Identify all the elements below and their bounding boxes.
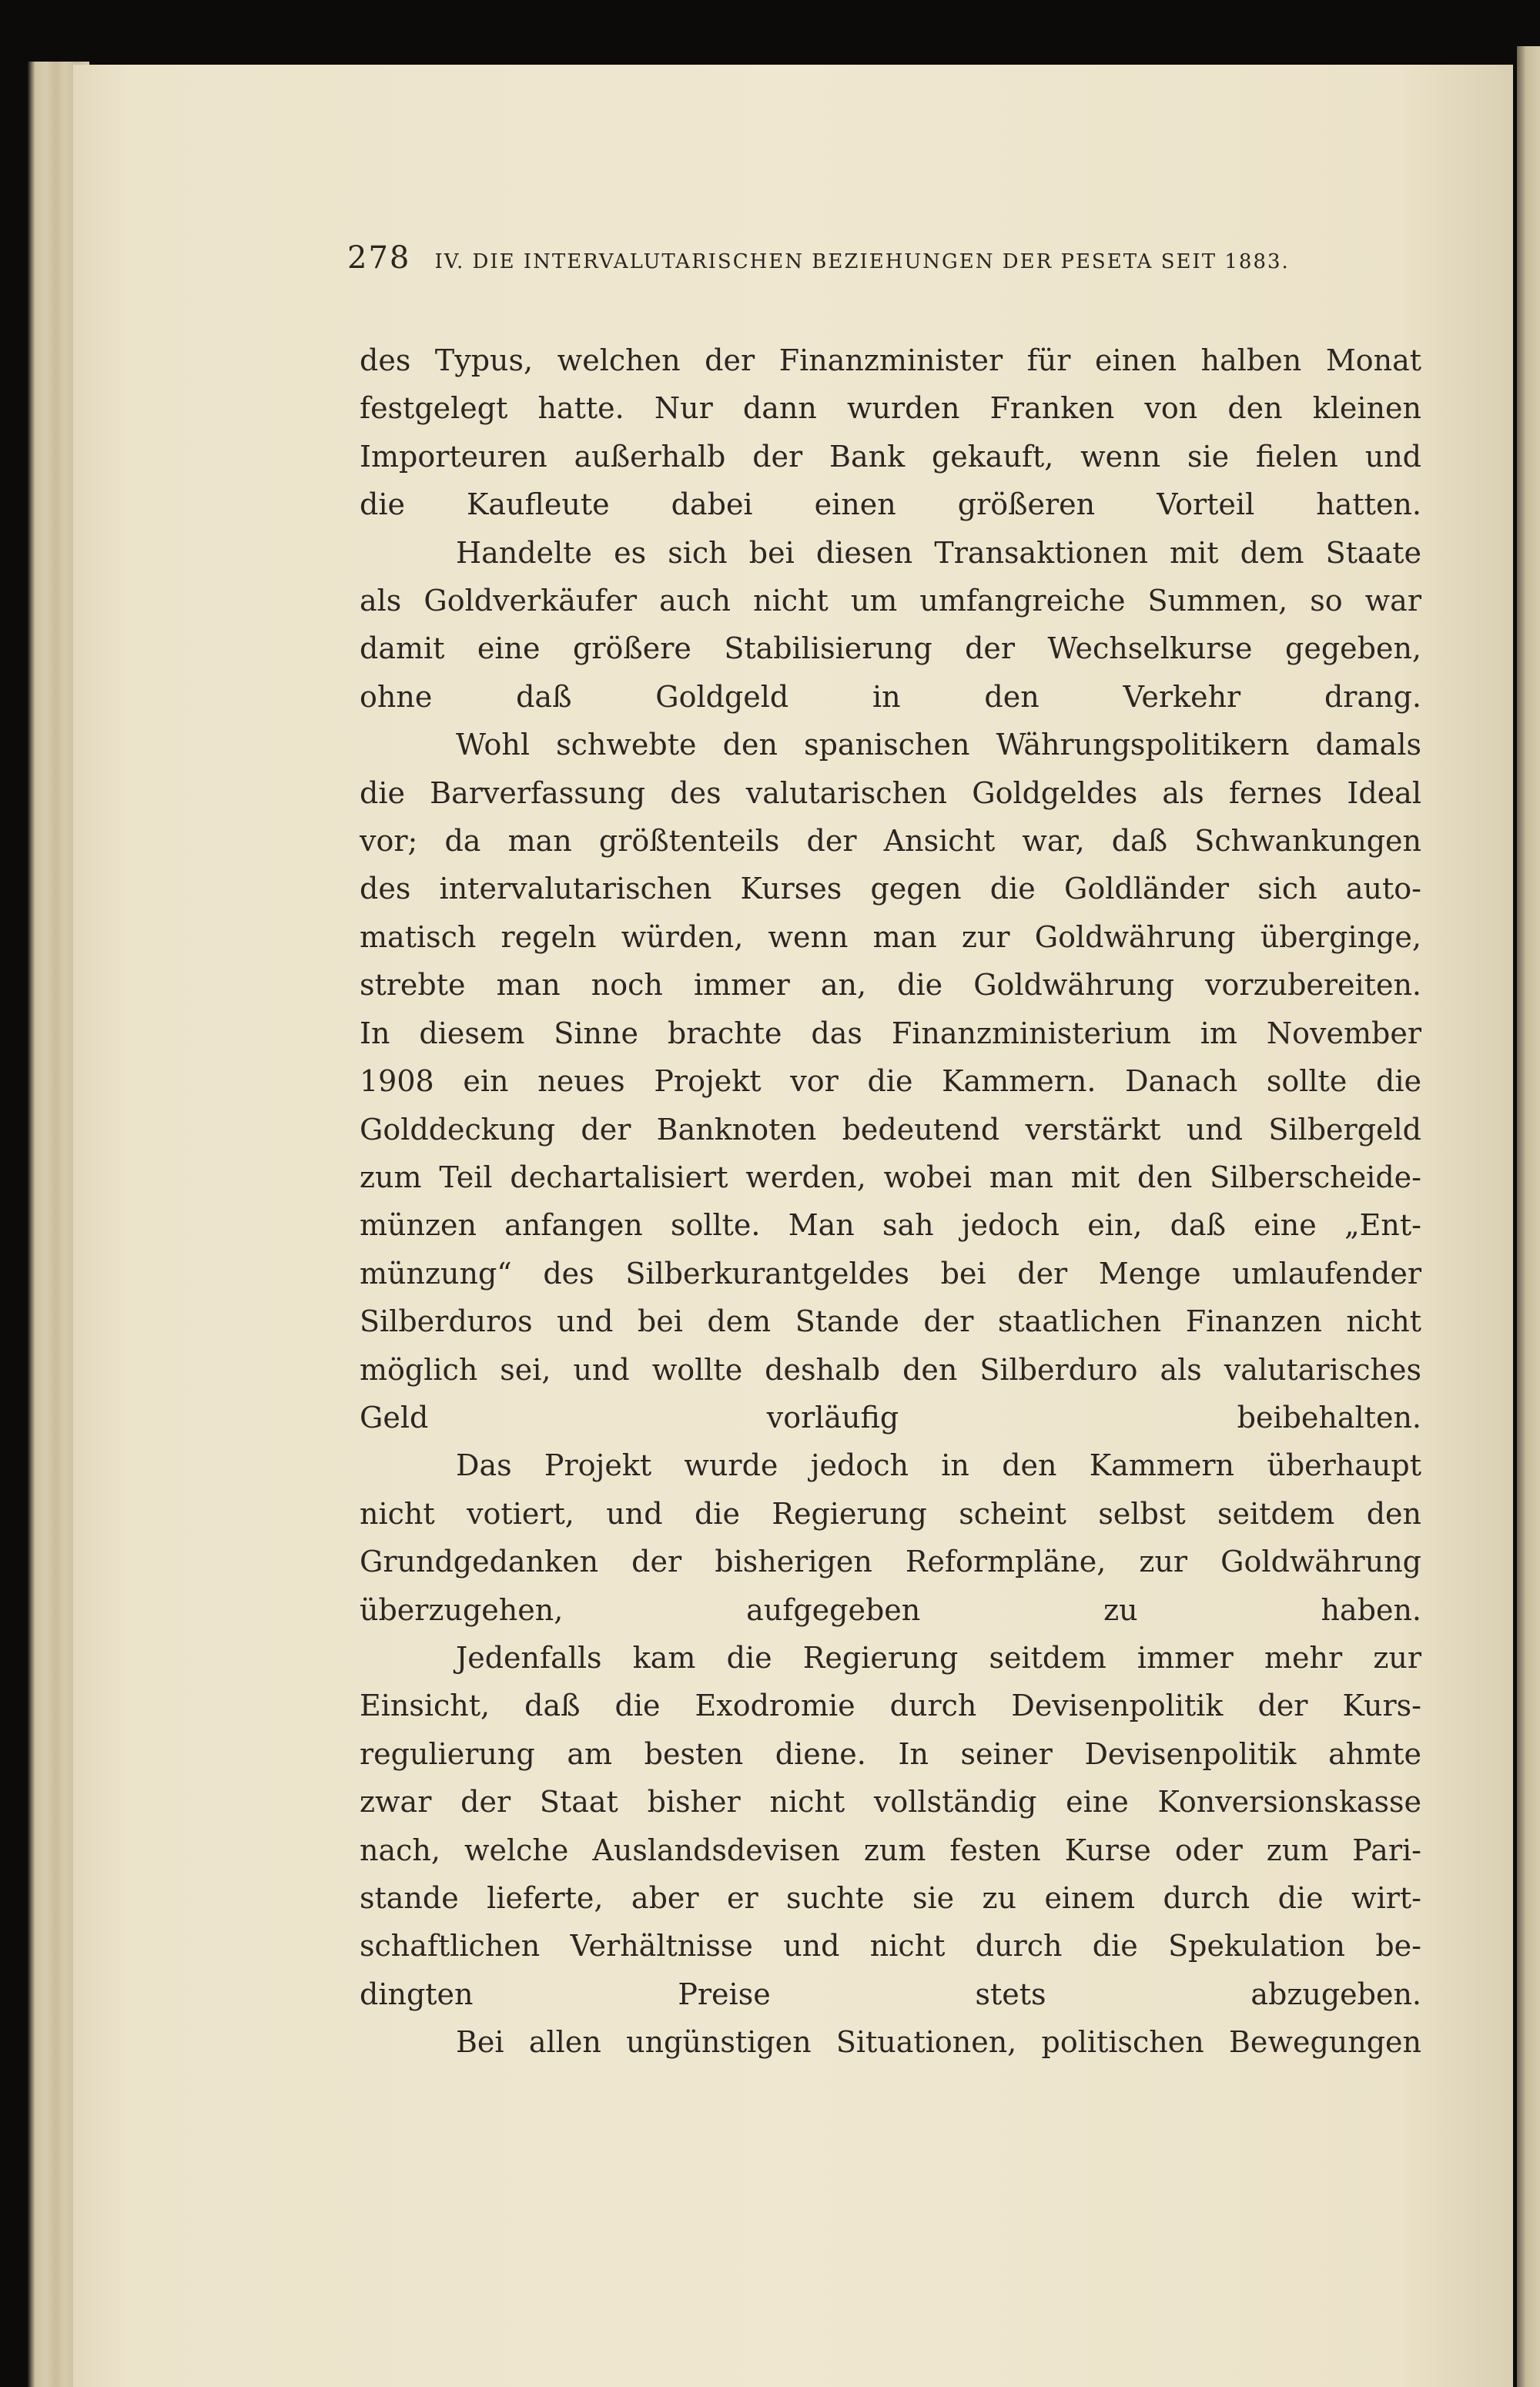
text-line: des intervalutarischen Kurses gegen die Goldländer sich auto- (360, 872, 1421, 906)
text-line: Einsicht, daß die Exodromie durch Devisenpolitik der Kurs- (360, 1689, 1421, 1723)
text-line: 1908 ein neues Projekt vor die Kammern. Danach sollte die (360, 1064, 1421, 1099)
text-line: Wohl schwebte den spanischen Währungspolitikern damals (456, 728, 1421, 762)
text-line: nach, welche Auslandsdevisen zum festen Kurse oder zum Pari- (360, 1833, 1421, 1867)
paragraph (360, 1441, 1421, 1634)
text-line: münzung“ des Silberkurantgeldes bei der Menge umlaufender (360, 1256, 1421, 1291)
text-line: überzugehen, aufgegeben zu haben. (360, 1592, 1421, 1627)
text-line: Handelte es sich bei diesen Transaktionen mit dem Staate (456, 535, 1421, 570)
text-line: münzen anfangen sollte. Man sah jedoch ein, daß eine „Ent- (360, 1208, 1421, 1243)
page-number: 278 (347, 240, 411, 276)
text-line: Jedenfalls kam die Regierung seitdem immer mehr zur (456, 1640, 1421, 1675)
text-line: vor; da man größtenteils der Ansicht war, daß Schwankungen (360, 824, 1421, 859)
running-header (347, 240, 1441, 283)
text-line: Importeuren außerhalb der Bank gekauft, wenn sie fielen und (360, 439, 1421, 474)
paragraph (360, 2018, 1421, 2066)
paragraph (360, 1634, 1421, 2018)
paragraph (360, 336, 1421, 529)
text-line: die Barverfassung des valutarischen Goldgeldes als fernes Ideal (360, 775, 1421, 810)
text-line: dingten Preise stets abzugeben. (360, 1977, 1421, 2011)
text-line: schaftlichen Verhältnisse und nicht durch die Spekulation be- (360, 1929, 1421, 1964)
text-line: Das Projekt wurde jedoch in den Kammern überhaupt (456, 1448, 1421, 1483)
paragraph (360, 529, 1421, 721)
text-line: Golddeckung der Banknoten bedeutend verstärkt und Silbergeld (360, 1112, 1421, 1147)
text-line: Geld vorläufig beibehalten. (360, 1400, 1421, 1435)
paragraph (360, 721, 1421, 1441)
text-line: als Goldverkäufer auch nicht um umfangreiche Summen, so war (360, 584, 1421, 618)
text-line: ohne daß Goldgeld in den Verkehr drang. (360, 679, 1421, 714)
text-line: des Typus, welchen der Finanzminister für einen halben Monat (360, 343, 1421, 377)
scan-background (46, 0, 1540, 69)
text-line: Bei allen ungünstigen Situationen, politischen Bewegungen (456, 2025, 1421, 2060)
body-text (360, 336, 1421, 2067)
text-line: zwar der Staat bisher nicht vollständig eine Konversionskasse (360, 1785, 1421, 1820)
text-line: nicht votiert, und die Regierung scheint selbst seitdem den (360, 1496, 1421, 1531)
text-line: matisch regeln würden, wenn man zur Goldwährung überginge, (360, 919, 1421, 954)
text-line: stande lieferte, aber er suchte sie zu einem durch die wirt- (360, 1881, 1421, 1915)
text-line: die Kaufleute dabei einen größeren Vorteil hatten. (360, 487, 1421, 522)
text-line: regulierung am besten diene. In seiner Devisenpolitik ahmte (360, 1736, 1421, 1771)
text-line: zum Teil dechartalisiert werden, wobei man mit den Silberscheide- (360, 1160, 1421, 1194)
text-line: möglich sei, und wollte deshalb den Silberduro als valutarisches (360, 1352, 1421, 1387)
book-spine-edge (1517, 46, 1540, 2387)
chapter-heading: IV. DIE INTERVALUTARISCHEN BEZIEHUNGEN DER PESETA SEIT 1883. (434, 250, 1290, 273)
text-line: Grundgedanken der bisherigen Reformpläne, zur Goldwährung (360, 1545, 1421, 1579)
text-line: festgelegt hatte. Nur dann wurden Franken von den kleinen (360, 391, 1421, 426)
text-line: In diesem Sinne brachte das Finanzministerium im November (360, 1016, 1421, 1050)
text-line: strebte man noch immer an, die Goldwährung vorzubereiten. (360, 968, 1421, 1003)
text-line: Silberduros und bei dem Stande der staatlichen Finanzen nicht (360, 1304, 1421, 1339)
text-line: damit eine größere Stabilisierung der Wechselkurse gegeben, (360, 631, 1421, 666)
